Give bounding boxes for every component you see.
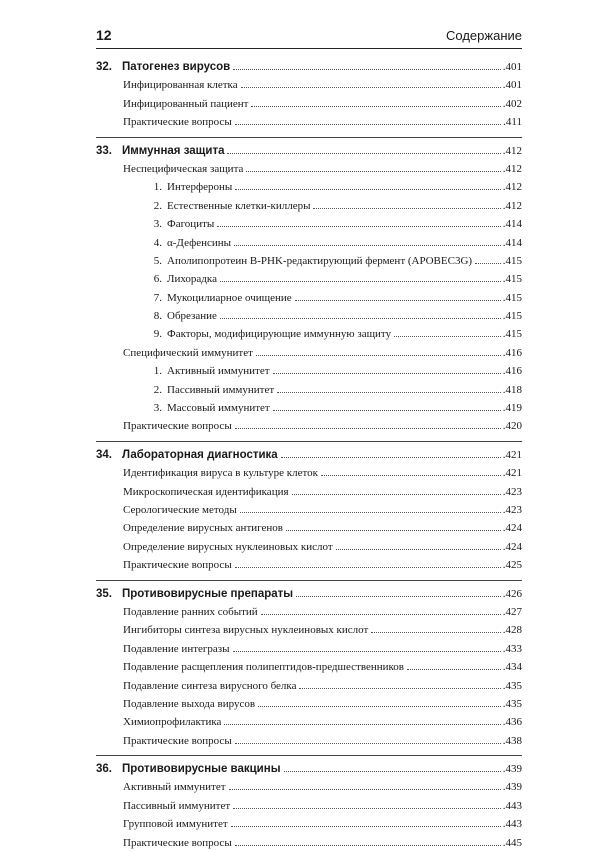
- entry-label: Подавление выхода вирусов: [123, 697, 256, 710]
- entry-label: 5. Аполипопротеин B-PHK-редактирующий фермент (APOBEC3G): [96, 252, 475, 270]
- page-ref: .423: [502, 485, 522, 498]
- dot-leader: [394, 335, 501, 337]
- dot-leader: [220, 317, 501, 319]
- entry-label: Химиопрофилактика: [123, 716, 222, 729]
- entry-number: 32.: [96, 61, 112, 73]
- toc-subentry: [96, 178, 522, 196]
- dot-leader: [284, 770, 501, 772]
- dot-leader: [299, 687, 500, 689]
- dot-leader: [286, 529, 501, 531]
- page-ref: .435: [502, 679, 522, 692]
- chapter-section: [96, 755, 522, 852]
- entry-label: Практические вопросы: [123, 116, 232, 129]
- dot-leader: [235, 566, 501, 568]
- dot-leader: [296, 595, 501, 597]
- dot-leader: [273, 372, 501, 374]
- page-ref: .434: [502, 661, 522, 674]
- dot-leader: [261, 613, 501, 615]
- toc-entry: [96, 732, 522, 750]
- toc-subentry: [96, 215, 522, 233]
- dot-leader: [235, 742, 501, 744]
- toc-entry: [96, 640, 522, 658]
- page-ref: .445: [502, 836, 522, 849]
- entry-label: 35. Противовирусные препараты: [96, 585, 296, 603]
- page-ref: .428: [502, 624, 522, 637]
- entry-label: Подавление ранних событий: [123, 605, 258, 618]
- dot-leader: [371, 631, 500, 633]
- entry-number: 1.: [153, 365, 162, 378]
- chapter-section: [96, 137, 522, 436]
- entry-label: 2. Пассивный иммунитет: [96, 381, 277, 399]
- chapter-section: [96, 441, 522, 575]
- page-ref: .439: [502, 763, 522, 776]
- entry-label: Определение вирусных нуклеиновых кислот: [123, 540, 333, 553]
- entry-label: Специфический иммунитет: [123, 346, 253, 359]
- toc-entry: [96, 778, 522, 796]
- page-ref: .402: [502, 97, 522, 110]
- entry-label: 7. Мукоцилиарное очищение: [96, 289, 295, 307]
- dot-leader: [233, 68, 501, 70]
- entry-number: 34.: [96, 448, 112, 461]
- page-ref: .416: [502, 346, 522, 359]
- page-ref: .412: [502, 181, 522, 194]
- entry-label: Практические вопросы: [123, 836, 232, 849]
- chapter-title: [96, 760, 522, 778]
- dot-leader: [336, 548, 501, 550]
- page-ref: .415: [502, 273, 522, 286]
- entry-label: Подавление синтеза вирусного белка: [123, 679, 297, 692]
- entry-label: 9. Факторы, модифицирующие иммунную защиту: [96, 325, 394, 343]
- toc-entry: [96, 621, 522, 639]
- toc-subentry: [96, 362, 522, 380]
- entry-number: 33.: [96, 144, 112, 157]
- entry-label: 3. Фагоциты: [96, 215, 217, 233]
- entry-number: 6.: [153, 273, 162, 286]
- page-ref: .420: [502, 420, 522, 433]
- page-header: [96, 27, 522, 43]
- entry-number: 4.: [153, 236, 162, 249]
- toc-subentry: [96, 399, 522, 417]
- entry-label: Микроскопическая идентификация: [123, 485, 289, 498]
- page-ref: .412: [502, 162, 522, 175]
- toc-entry: [96, 76, 522, 94]
- page-ref: .412: [502, 144, 522, 157]
- dot-leader: [407, 668, 501, 670]
- toc-entry: [96, 417, 522, 435]
- entry-label: Серологические методы: [123, 503, 237, 516]
- dot-leader: [256, 354, 501, 356]
- toc-entry: [96, 483, 522, 501]
- page-ref: .438: [502, 734, 522, 747]
- chapter-title: [96, 585, 522, 603]
- toc-entry: [96, 815, 522, 833]
- dot-leader: [313, 207, 500, 209]
- page-ref: .414: [502, 236, 522, 249]
- dot-leader: [273, 409, 501, 411]
- chapter-title: [96, 446, 522, 464]
- entry-label: Инфицированная клетка: [123, 79, 238, 92]
- entry-label: 1. Активный иммунитет: [96, 362, 273, 380]
- dot-leader: [475, 262, 501, 264]
- page-ref: .443: [502, 818, 522, 831]
- page-ref: .411: [503, 116, 522, 129]
- dot-leader: [234, 244, 501, 246]
- dot-leader: [295, 299, 501, 301]
- chapter-title: [96, 142, 522, 160]
- entry-label: 34. Лабораторная диагностика: [96, 446, 281, 464]
- dot-leader: [235, 427, 501, 429]
- toc-entry: [96, 95, 522, 113]
- page-ref: .439: [502, 781, 522, 794]
- toc-entry: [96, 658, 522, 676]
- page-ref: .424: [502, 522, 522, 535]
- toc-subentry: [96, 307, 522, 325]
- dot-leader: [233, 650, 501, 652]
- page-ref: .412: [502, 199, 522, 212]
- toc-entry: [96, 713, 522, 731]
- entry-number: 5.: [153, 254, 162, 267]
- entry-label: 2. Естественные клетки-киллеры: [96, 197, 313, 215]
- dot-leader: [227, 152, 500, 154]
- page-ref: .435: [502, 697, 522, 710]
- page-ref: .421: [502, 467, 522, 480]
- entry-label: Ингибиторы синтеза вирусных нуклеиновых кислот: [123, 624, 369, 637]
- toc-subentry: [96, 234, 522, 252]
- entry-label: Практические вопросы: [123, 559, 232, 572]
- toc-subentry: [96, 197, 522, 215]
- entry-label: Групповой иммунитет: [123, 818, 228, 831]
- dot-leader: [321, 474, 501, 476]
- toc-entry: [96, 538, 522, 556]
- page-ref: .416: [502, 365, 522, 378]
- page-ref: .443: [502, 799, 522, 812]
- toc-entry: [96, 501, 522, 519]
- toc-entry: [96, 834, 522, 852]
- entry-label: 36. Противовирусные вакцины: [96, 760, 284, 778]
- page-ref: .418: [502, 383, 522, 396]
- entry-label: Идентификация вируса в культуре клеток: [123, 467, 318, 480]
- toc-entry: [96, 603, 522, 621]
- entry-label: Пассивный иммунитет: [123, 799, 231, 812]
- page-ref: .433: [502, 642, 522, 655]
- entry-number: 1.: [153, 181, 162, 194]
- dot-leader: [277, 391, 501, 393]
- toc-entry: [96, 677, 522, 695]
- toc-entry: [96, 519, 522, 537]
- toc-entry: [96, 695, 522, 713]
- page-ref: .421: [502, 448, 522, 461]
- toc-subentry: [96, 381, 522, 399]
- dot-leader: [281, 456, 501, 458]
- toc-subentry: [96, 252, 522, 270]
- entry-number: 8.: [153, 310, 162, 323]
- header-rule: [96, 48, 522, 49]
- entry-label: 32. Патогенез вирусов: [96, 58, 233, 76]
- dot-leader: [292, 493, 501, 495]
- dot-leader: [246, 170, 500, 172]
- entry-number: 3.: [153, 218, 162, 231]
- page-ref: .436: [502, 716, 522, 729]
- page-ref: .415: [502, 254, 522, 267]
- dot-leader: [235, 123, 501, 125]
- page-ref: .415: [502, 291, 522, 304]
- entry-number: 2.: [153, 383, 162, 396]
- dot-leader: [251, 105, 500, 107]
- entry-number: 9.: [153, 328, 162, 341]
- page-ref: .401: [502, 61, 522, 73]
- entry-label: Неспецифическая защита: [123, 162, 244, 175]
- toc-entry: [96, 160, 522, 178]
- page-ref: .425: [502, 559, 522, 572]
- entry-number: 36.: [96, 763, 112, 776]
- page-number: 12: [96, 27, 112, 43]
- entry-number: 3.: [153, 402, 162, 415]
- page-ref: .414: [502, 218, 522, 231]
- page-ref: .427: [502, 605, 522, 618]
- entry-label: 6. Лихорадка: [96, 270, 220, 288]
- running-head: Содержание: [446, 28, 522, 43]
- entry-label: 1. Интерфероны: [96, 178, 235, 196]
- dot-leader: [233, 807, 501, 809]
- page-ref: .415: [502, 310, 522, 323]
- toc-entry: [96, 344, 522, 362]
- entry-label: 4. α-Дефенсины: [96, 234, 234, 252]
- page-ref: .424: [502, 540, 522, 553]
- toc-subentry: [96, 325, 522, 343]
- entry-number: 7.: [153, 291, 162, 304]
- entry-label: Подавление расщепления полипептидов-предшественников: [123, 661, 404, 674]
- table-of-contents: [96, 58, 522, 852]
- entry-label: Определение вирусных антигенов: [123, 522, 283, 535]
- dot-leader: [224, 723, 500, 725]
- toc-entry: [96, 113, 522, 131]
- entry-number: 2.: [153, 199, 162, 212]
- entry-number: 35.: [96, 587, 112, 600]
- dot-leader: [217, 225, 500, 227]
- toc-subentry: [96, 289, 522, 307]
- entry-label: Практические вопросы: [123, 734, 232, 747]
- toc-entry: [96, 556, 522, 574]
- entry-label: Подавление интегразы: [123, 642, 230, 655]
- dot-leader: [241, 86, 501, 88]
- entry-label: 8. Обрезание: [96, 307, 220, 325]
- entry-label: Активный иммунитет: [123, 781, 226, 794]
- page-ref: .415: [502, 328, 522, 341]
- dot-leader: [229, 788, 501, 790]
- toc-entry: [96, 464, 522, 482]
- page-ref: .423: [502, 503, 522, 516]
- toc-subentry: [96, 270, 522, 288]
- page-ref: .426: [502, 587, 522, 600]
- entry-label: Инфицированный пациент: [123, 97, 249, 110]
- dot-leader: [235, 188, 500, 190]
- page-ref: .401: [502, 79, 522, 92]
- entry-label: 33. Иммунная защита: [96, 142, 227, 160]
- chapter-section: [96, 580, 522, 751]
- dot-leader: [235, 844, 501, 846]
- dot-leader: [220, 280, 501, 282]
- entry-label: 3. Массовый иммунитет: [96, 399, 273, 417]
- chapter-title: [96, 58, 522, 76]
- dot-leader: [231, 825, 501, 827]
- page-ref: .419: [502, 402, 522, 415]
- chapter-section: [96, 58, 522, 132]
- dot-leader: [240, 511, 501, 513]
- toc-entry: [96, 797, 522, 815]
- entry-label: Практические вопросы: [123, 420, 232, 433]
- dot-leader: [258, 705, 501, 707]
